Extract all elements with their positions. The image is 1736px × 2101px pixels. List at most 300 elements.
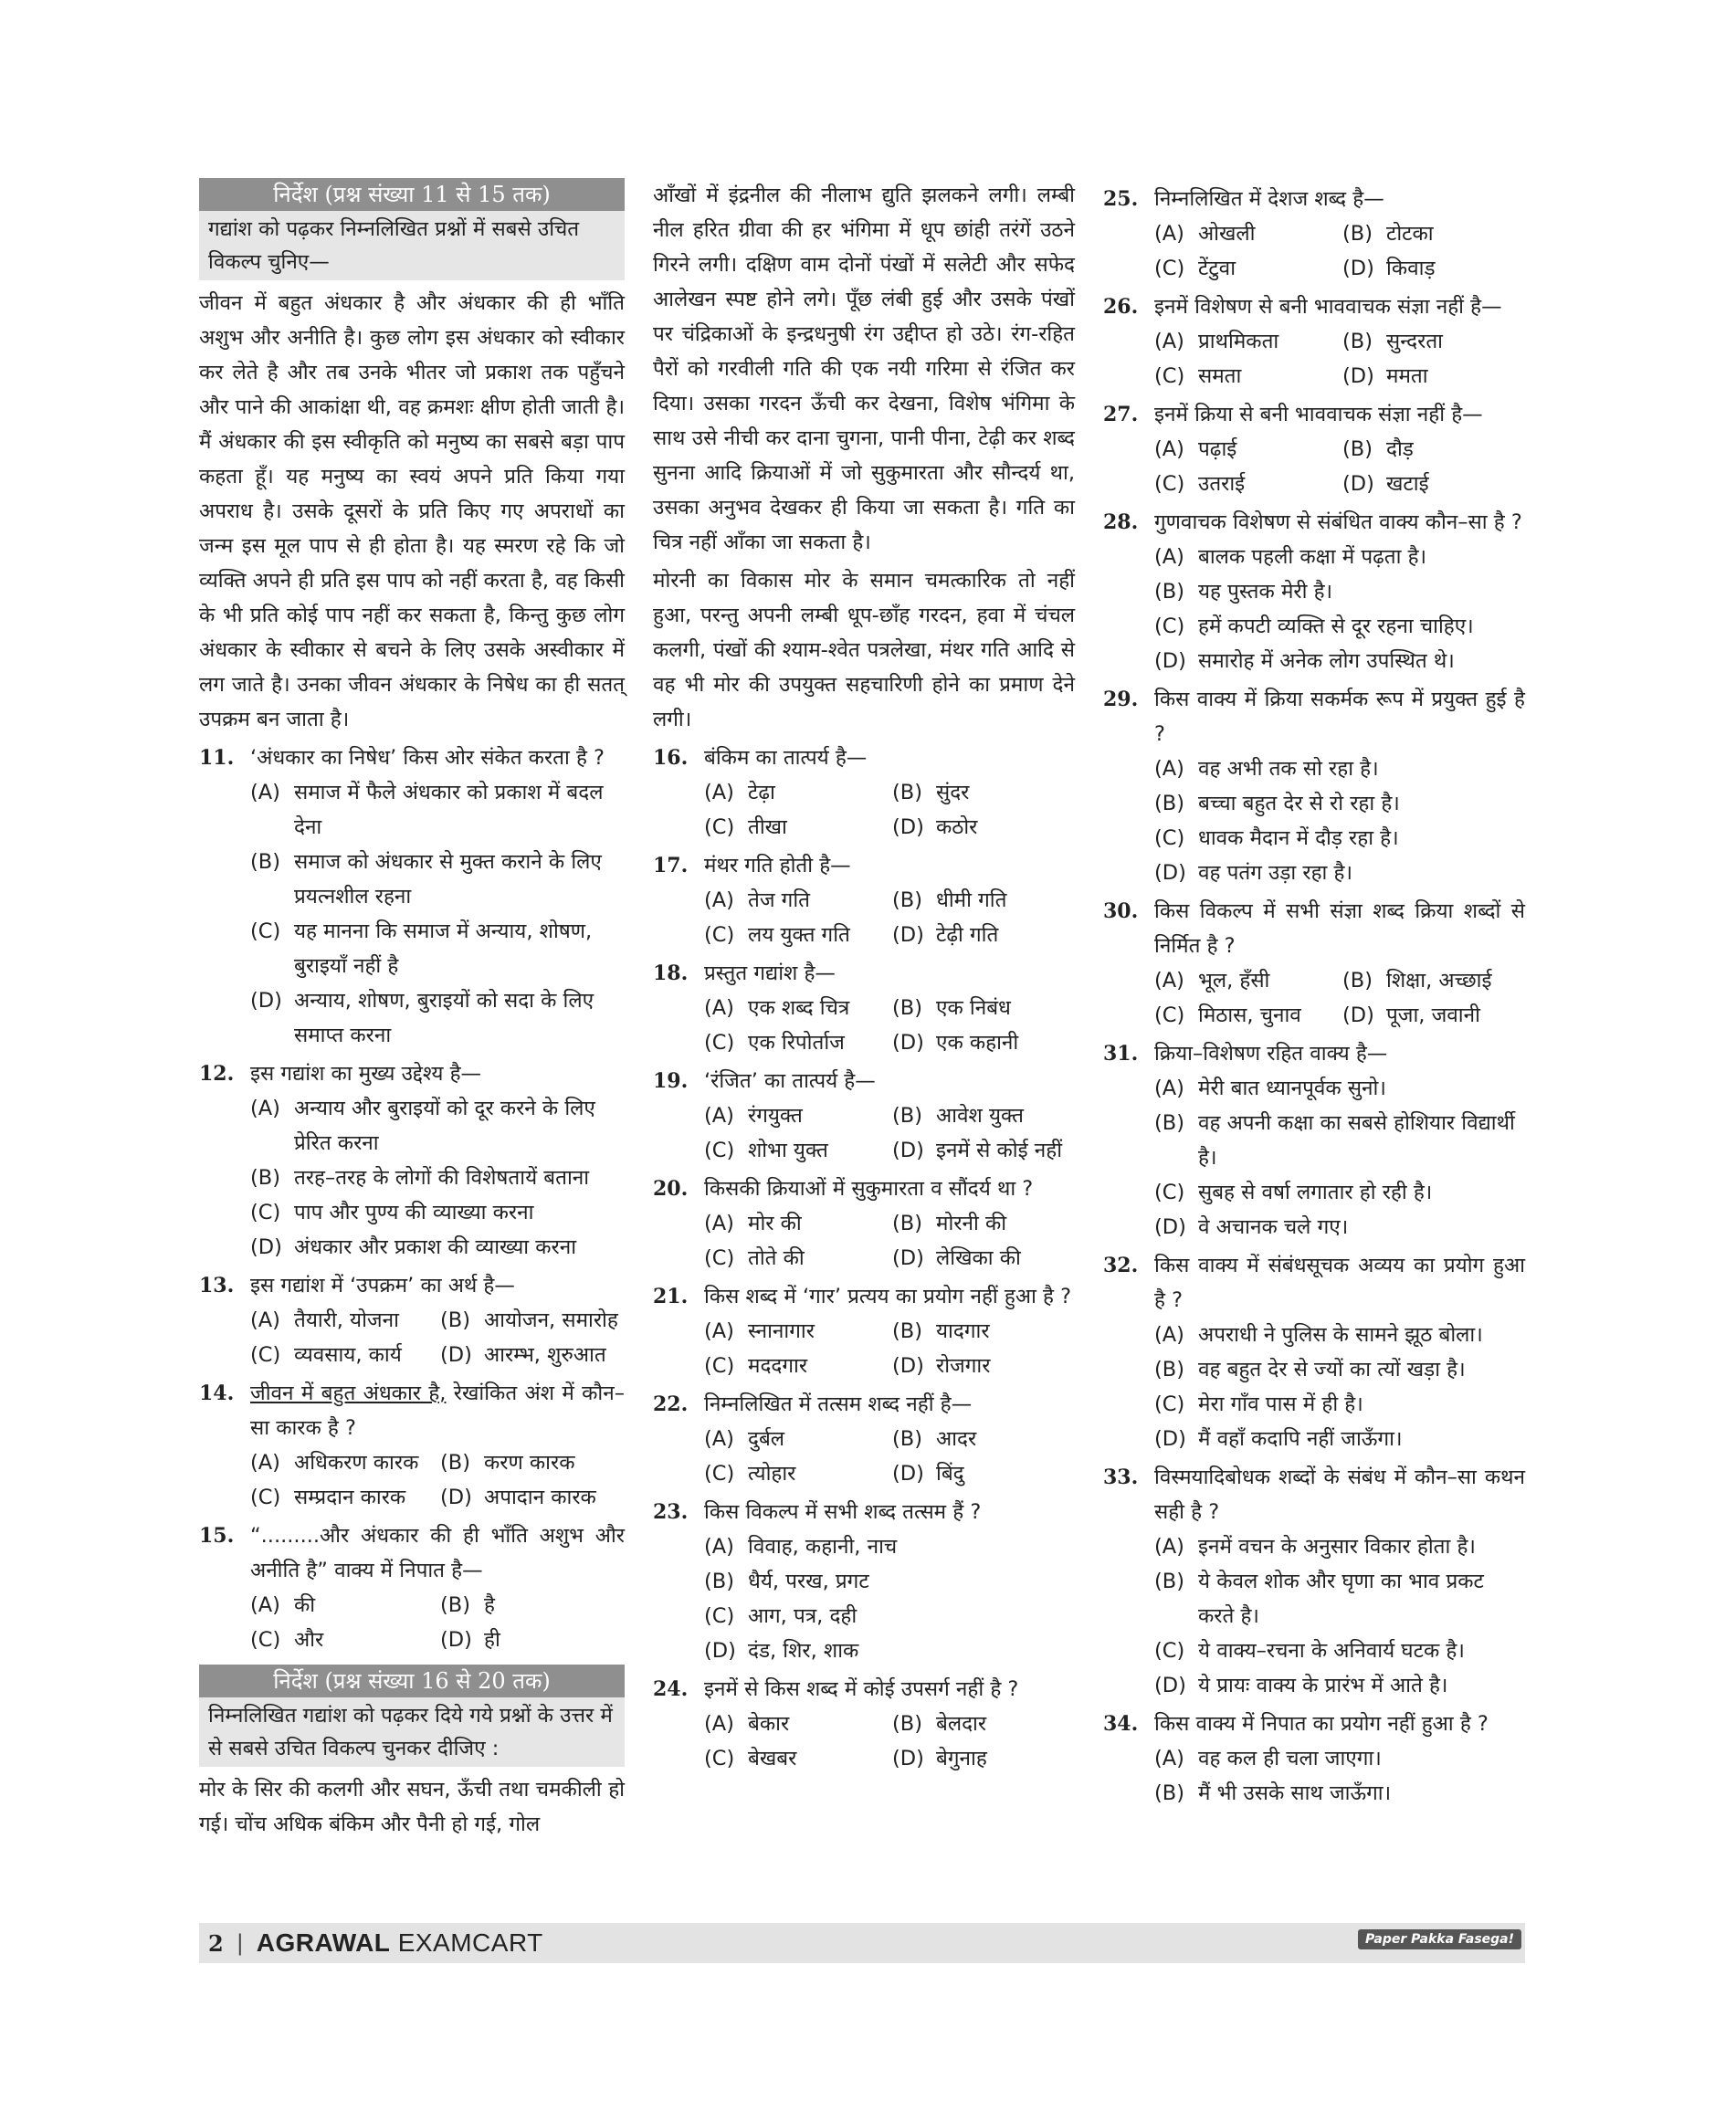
option-label: (D) bbox=[1154, 649, 1186, 673]
option-b bbox=[1154, 786, 1525, 821]
question-text: निम्नलिखित में तत्सम शब्द नहीं है— bbox=[704, 1392, 973, 1416]
question-number: 23. bbox=[653, 1500, 689, 1524]
option-b bbox=[892, 1422, 1075, 1456]
question-15 bbox=[199, 1518, 625, 1657]
option-text: धावक मैदान में दौड़ रहा है। bbox=[1198, 826, 1399, 850]
underlined-phrase: जीवन में बहुत अंधकार है, bbox=[250, 1381, 447, 1405]
option-label: (D) bbox=[440, 1628, 472, 1652]
option-text: सम्प्रदान कारक bbox=[294, 1486, 406, 1509]
option-text: मोर की bbox=[748, 1212, 802, 1235]
option-label: (D) bbox=[892, 1354, 924, 1378]
passage-1: जीवन में बहुत अंधकार है और अंधकार की ही भाँति अशुभ और अनीति है। कुछ लोग इस अंधकार को स्वीकार कर लेते है और तब उनके भीतर जो प्रकाश तक पहुँचने और पाने की आकांक्षा थी, वह क्रमशः क्षीण होती जाती है। मैं अंधकार की इस स्वीकृति को मनुष्य का सबसे बड़ा पाप कहता हूँ। यह मनुष्य का स्वयं अपने प्रति किया गया अपराध है। उसके दूसरों के प्रति किए गए अपराधों का जन्म इस मूल पाप से ही होता है। यह स्मरण रहे कि जो व्यक्ति अपने ही प्रति इस पाप को नहीं करता है, वह किसी के भी प्रति कोई पाप नहीं कर सकता है, किन्तु कुछ लोग अंधकार के स्वीकार से बचने के लिए उसके अस्वीकार में लग जाते है। उनका जीवन अंधकार के निषेध का ही सतत् उपक्रम बन जाता है। bbox=[199, 291, 625, 731]
option-text: ममता bbox=[1386, 364, 1428, 388]
question-text: किस शब्द में ‘गार’ प्रत्यय का प्रयोग नहीं हुआ है ? bbox=[704, 1285, 1072, 1308]
question-text: इस गद्यांश का मुख्य उद्देश्य है— bbox=[250, 1062, 482, 1086]
column-middle bbox=[653, 178, 1075, 1776]
option-label: (A) bbox=[704, 781, 734, 804]
option-text: आयोजन, समारोह bbox=[484, 1308, 618, 1332]
option-label: (C) bbox=[250, 1201, 281, 1224]
option-text: तेज गति bbox=[748, 888, 810, 912]
option-c bbox=[704, 1025, 887, 1060]
option-d bbox=[1342, 998, 1525, 1033]
option-text: है bbox=[484, 1593, 495, 1617]
option-a bbox=[704, 883, 887, 918]
question-number: 26. bbox=[1103, 295, 1139, 319]
option-label: (D) bbox=[440, 1486, 472, 1509]
option-text: करण कारक bbox=[484, 1451, 575, 1475]
question-number: 15. bbox=[199, 1524, 235, 1548]
question-13 bbox=[199, 1268, 625, 1372]
option-text: मेरी बात ध्यानपूर्वक सुनो। bbox=[1198, 1077, 1386, 1100]
brand-part-1: AGRAWAL bbox=[256, 1928, 391, 1957]
option-text: दुर्बल bbox=[748, 1427, 785, 1451]
option-d bbox=[892, 1241, 1075, 1276]
option-text: समाज में फैले अंधकार को प्रकाश में बदल देना bbox=[294, 781, 604, 839]
option-label: (C) bbox=[704, 1747, 735, 1770]
option-d bbox=[440, 1338, 625, 1372]
option-b bbox=[1154, 1352, 1525, 1387]
option-c bbox=[704, 810, 887, 845]
question-number: 29. bbox=[1103, 688, 1139, 711]
question-22 bbox=[653, 1387, 1075, 1491]
option-text: दंड, शिर, शाक bbox=[748, 1639, 859, 1663]
question-30 bbox=[1103, 894, 1525, 1033]
option-text: यह मानना कि समाज में अन्याय, शोषण, बुराइयाँ नहीं है bbox=[294, 919, 593, 978]
option-label: (B) bbox=[892, 781, 922, 804]
option-label: (B) bbox=[892, 1104, 922, 1128]
option-b bbox=[440, 1303, 625, 1338]
option-text: आग, पत्र, दही bbox=[748, 1604, 857, 1628]
option-label: (C) bbox=[250, 1628, 281, 1652]
footer-separator: | bbox=[236, 1930, 244, 1956]
option-d bbox=[1154, 856, 1525, 890]
option-c bbox=[1154, 1387, 1525, 1422]
option-b bbox=[1154, 1106, 1525, 1175]
question-26 bbox=[1103, 289, 1525, 394]
question-text: बंकिम का तात्पर्य है— bbox=[704, 746, 868, 770]
question-text: निम्नलिखित में देशज शब्द है— bbox=[1154, 187, 1384, 211]
option-b bbox=[704, 1564, 1075, 1599]
option-text: यह पुस्तक मेरी है। bbox=[1198, 580, 1333, 604]
option-a bbox=[704, 1529, 1075, 1564]
option-label: (B) bbox=[1154, 1358, 1184, 1381]
option-label: (A) bbox=[250, 1451, 280, 1475]
option-text: बेखबर bbox=[748, 1747, 797, 1770]
option-b bbox=[440, 1588, 625, 1623]
option-label: (A) bbox=[1154, 1747, 1184, 1770]
question-number: 24. bbox=[653, 1677, 689, 1701]
question-text: किसकी क्रियाओं में सुकुमारता व सौंदर्य था ? bbox=[704, 1177, 1034, 1201]
option-label: (A) bbox=[704, 1712, 734, 1736]
option-text: बेलदार bbox=[936, 1712, 987, 1736]
option-label: (A) bbox=[1154, 969, 1184, 993]
question-18 bbox=[653, 956, 1075, 1060]
passage-2-continued: आँखों में इंद्रनील की नीलाभ द्युति झलकने लगी। लम्बी नील हरित ग्रीवा की हर भंगिमा में धूप छांही तरंगें उठने गिरने लगी। दक्षिण वाम दोनों पंखों में सलेटी और सफेद आलेखन स्पष्ट होने लगे। पूँछ लंबी हुई और उसके पंखों पर चंद्रिकाओं के इन्द्रधनुषी रंग उद्दीप्त हो उठे। रंग-रहित पैरों को गरवीली गति की एक नयी गरिमा से रंजित कर दिया। उसका गरदन ऊँची कर देखना, विशेष भंगिमा के साथ उसे नीची कर दाना चुगना, पानी पीना, टेढ़ी कर शब्द सुनना आदि क्रियाओं में जो सुकुमारता और सौन्दर्य था, उसका अनुभव देखकर ही किया जा सकता है। गति का चित्र नहीं आँका जा सकता है। bbox=[653, 184, 1075, 554]
option-label: (D) bbox=[440, 1343, 472, 1367]
option-text: पढ़ाई bbox=[1198, 437, 1237, 461]
option-a bbox=[1154, 432, 1337, 467]
option-c bbox=[1154, 609, 1525, 644]
option-label: (D) bbox=[1154, 1674, 1186, 1697]
option-text: शिक्षा, अच्छाई bbox=[1386, 969, 1492, 993]
question-number: 27. bbox=[1103, 403, 1139, 426]
option-text: त्योहार bbox=[748, 1462, 796, 1486]
option-text: टोटका bbox=[1386, 222, 1434, 246]
option-label: (C) bbox=[1154, 1639, 1185, 1663]
option-label: (B) bbox=[440, 1308, 470, 1332]
question-21 bbox=[653, 1279, 1075, 1383]
option-label: (B) bbox=[1154, 1781, 1184, 1805]
option-c bbox=[1154, 251, 1337, 286]
option-c bbox=[250, 914, 625, 983]
option-d bbox=[892, 1456, 1075, 1491]
question-text: इनमें से किस शब्द में कोई उपसर्ग नहीं है ? bbox=[704, 1677, 1019, 1701]
option-label: (A) bbox=[704, 888, 734, 912]
passage-2-start: मोर के सिर की कलगी और सघन, ऊँची तथा चमकीली हो गई। चोंच अधिक बंकिम और पैनी हो गई, गोल bbox=[199, 1778, 625, 1836]
option-d bbox=[1154, 1668, 1525, 1703]
option-d bbox=[892, 810, 1075, 845]
option-text: समाज को अंधकार से मुक्त कराने के लिए प्रयत्नशील रहना bbox=[294, 850, 602, 909]
option-label: (D) bbox=[250, 989, 282, 1013]
option-d bbox=[440, 1623, 625, 1657]
option-b bbox=[1154, 1564, 1525, 1634]
option-label: (B) bbox=[440, 1451, 470, 1475]
option-text: समारोह में अनेक लोग उपस्थित थे। bbox=[1198, 649, 1455, 673]
option-label: (C) bbox=[1154, 1392, 1185, 1416]
option-text: खटाई bbox=[1386, 472, 1429, 496]
option-label: (D) bbox=[1342, 257, 1374, 280]
option-text: यादगार bbox=[936, 1319, 990, 1343]
option-b bbox=[1342, 963, 1525, 998]
option-label: (D) bbox=[892, 1246, 924, 1270]
option-text: एक कहानी bbox=[936, 1031, 1019, 1055]
option-c bbox=[704, 1741, 887, 1776]
question-number: 18. bbox=[653, 961, 689, 985]
option-a bbox=[1154, 963, 1337, 998]
question-number: 16. bbox=[653, 746, 689, 770]
option-text: ये वाक्य–रचना के अनिवार्य घटक है। bbox=[1198, 1639, 1465, 1663]
option-text: सुबह से वर्षा लगातार हो रही है। bbox=[1198, 1181, 1433, 1204]
option-a bbox=[704, 775, 887, 810]
option-label: (B) bbox=[1342, 969, 1373, 993]
direction-heading-11-15: निर्देश (प्रश्न संख्या 11 से 15 तक) bbox=[199, 178, 625, 211]
option-text: मददगार bbox=[748, 1354, 808, 1378]
question-27 bbox=[1103, 397, 1525, 501]
question-number: 21. bbox=[653, 1285, 689, 1308]
option-text: किवाड़ bbox=[1386, 257, 1436, 280]
option-label: (C) bbox=[250, 1486, 281, 1509]
option-b bbox=[1154, 1776, 1525, 1811]
option-text: भूल, हँसी bbox=[1198, 969, 1270, 993]
option-label: (C) bbox=[704, 815, 735, 839]
option-c bbox=[704, 1456, 887, 1491]
option-text: वह कल ही चला जाएगा। bbox=[1198, 1747, 1382, 1770]
option-text: की bbox=[294, 1593, 316, 1617]
page-number: 2 bbox=[208, 1929, 224, 1957]
option-text: ये केवल शोक और घृणा का भाव प्रकट करते है। bbox=[1198, 1570, 1484, 1628]
option-b bbox=[250, 1161, 625, 1195]
question-number: 19. bbox=[653, 1069, 689, 1093]
option-c bbox=[250, 1480, 435, 1515]
option-text: उतराई bbox=[1198, 472, 1246, 496]
option-text: एक शब्द चित्र bbox=[748, 996, 850, 1020]
question-text: ‘अंधकार का निषेध’ किस ओर संकेत करता है ? bbox=[250, 746, 605, 770]
option-label: (D) bbox=[704, 1639, 736, 1663]
option-label: (C) bbox=[704, 1604, 735, 1628]
option-text: मोरनी की bbox=[936, 1212, 1007, 1235]
option-label: (D) bbox=[250, 1235, 282, 1259]
option-c bbox=[1154, 998, 1337, 1033]
option-d bbox=[892, 918, 1075, 952]
option-text: विवाह, कहानी, नाच bbox=[748, 1535, 898, 1559]
direction-text-11-15: गद्यांश को पढ़कर निम्नलिखित प्रश्नों में सबसे उचित विकल्प चुनिए— bbox=[199, 211, 625, 280]
question-number: 14. bbox=[199, 1381, 235, 1405]
option-label: (A) bbox=[1154, 545, 1184, 569]
question-28 bbox=[1103, 505, 1525, 678]
option-label: (C) bbox=[704, 1462, 735, 1486]
option-b bbox=[250, 845, 625, 914]
option-text: सुंदर bbox=[936, 781, 970, 804]
option-text: इनमें से कोई नहीं bbox=[936, 1139, 1063, 1162]
option-label: (B) bbox=[1342, 222, 1373, 246]
option-label: (D) bbox=[892, 1139, 924, 1162]
option-label: (A) bbox=[1154, 222, 1184, 246]
question-text: गुणवाचक विशेषण से संबंधित वाक्य कौन–सा है ? bbox=[1154, 510, 1522, 534]
option-text: मेरा गाँव पास में ही है। bbox=[1198, 1392, 1363, 1416]
option-a bbox=[704, 1098, 887, 1133]
option-c bbox=[1154, 1634, 1525, 1668]
option-c bbox=[1154, 359, 1337, 394]
option-label: (D) bbox=[892, 1462, 924, 1486]
option-text: आरम्भ, शुरुआत bbox=[484, 1343, 606, 1367]
option-label: (C) bbox=[704, 1139, 735, 1162]
option-label: (B) bbox=[704, 1570, 734, 1593]
question-20 bbox=[653, 1171, 1075, 1276]
option-a bbox=[1154, 324, 1337, 359]
option-b bbox=[892, 1098, 1075, 1133]
option-b bbox=[440, 1445, 625, 1480]
option-text: टेंटुवा bbox=[1198, 257, 1236, 280]
option-text: ओखली bbox=[1198, 222, 1256, 246]
option-b bbox=[1342, 216, 1525, 251]
option-label: (B) bbox=[250, 1166, 280, 1190]
option-text: बेकार bbox=[748, 1712, 790, 1736]
option-b bbox=[1154, 574, 1525, 609]
option-d bbox=[1154, 1422, 1525, 1456]
option-text: ही bbox=[484, 1628, 500, 1652]
option-a bbox=[1154, 1318, 1525, 1352]
question-14 bbox=[199, 1376, 625, 1515]
option-c bbox=[704, 1241, 887, 1276]
option-text: मैं वहाँ कदापि नहीं जाऊँगा। bbox=[1198, 1427, 1403, 1451]
option-d bbox=[1154, 644, 1525, 678]
option-a bbox=[250, 1445, 435, 1480]
option-label: (A) bbox=[1154, 757, 1184, 781]
question-text-rest: रेखांकित अंश में कौन–सा कारक है ? bbox=[250, 1381, 625, 1440]
option-label: (B) bbox=[250, 850, 280, 874]
option-d bbox=[892, 1025, 1075, 1060]
option-label: (A) bbox=[704, 1212, 734, 1235]
question-number: 22. bbox=[653, 1392, 689, 1416]
option-b bbox=[892, 1314, 1075, 1349]
option-text: और bbox=[294, 1628, 324, 1652]
option-label: (B) bbox=[1154, 1570, 1184, 1593]
question-number: 28. bbox=[1103, 510, 1139, 534]
direction-text-16-20: निम्नलिखित गद्यांश को पढ़कर दिये गये प्रश्नों के उत्तर में से सबसे उचित विकल्प चुनकर दीजिए : bbox=[199, 1697, 625, 1767]
option-label: (D) bbox=[1342, 1003, 1374, 1027]
option-text: अन्याय, शोषण, बुराइयों को सदा के लिए समाप्त करना bbox=[294, 989, 594, 1047]
question-text: किस वाक्य में संबंधसूचक अव्यय का प्रयोग हुआ है ? bbox=[1154, 1254, 1525, 1312]
option-text: कठोर bbox=[936, 815, 978, 839]
option-label: (C) bbox=[250, 919, 281, 943]
option-label: (C) bbox=[704, 1354, 735, 1378]
option-a bbox=[704, 1314, 887, 1349]
option-text: वह अभी तक सो रहा है। bbox=[1198, 757, 1379, 781]
question-number: 20. bbox=[653, 1177, 689, 1201]
question-number: 33. bbox=[1103, 1465, 1139, 1489]
option-b bbox=[1342, 432, 1525, 467]
option-c bbox=[1154, 467, 1337, 501]
option-label: (C) bbox=[704, 1031, 735, 1055]
option-label: (D) bbox=[1154, 861, 1186, 885]
question-number: 34. bbox=[1103, 1712, 1139, 1736]
option-label: (A) bbox=[250, 1308, 280, 1332]
option-text: हमें कपटी व्यक्ति से दूर रहना चाहिए। bbox=[1198, 615, 1474, 638]
option-text: लेखिका की bbox=[936, 1246, 1021, 1270]
option-label: (B) bbox=[892, 1319, 922, 1343]
option-b bbox=[892, 883, 1075, 918]
option-d bbox=[1342, 467, 1525, 501]
question-number: 13. bbox=[199, 1274, 235, 1297]
option-text: धैर्य, परख, प्रगट bbox=[748, 1570, 869, 1593]
question-text: किस विकल्प में सभी संज्ञा शब्द क्रिया शब्दों से निर्मित है ? bbox=[1154, 899, 1525, 958]
option-label: (C) bbox=[1154, 1003, 1185, 1027]
option-label: (A) bbox=[1154, 330, 1184, 353]
direction-heading-16-20: निर्देश (प्रश्न संख्या 16 से 20 तक) bbox=[199, 1665, 625, 1697]
option-d bbox=[704, 1634, 1075, 1668]
option-text: वह बहुत देर से ज्यों का त्यों खड़ा है। bbox=[1198, 1358, 1466, 1381]
option-text: शोभा युक्त bbox=[748, 1139, 828, 1162]
option-label: (B) bbox=[440, 1593, 470, 1617]
option-label: (B) bbox=[892, 1427, 922, 1451]
question-number: 11. bbox=[199, 746, 235, 770]
question-23 bbox=[653, 1495, 1075, 1668]
question-29 bbox=[1103, 682, 1525, 890]
option-label: (A) bbox=[704, 1319, 734, 1343]
option-label: (A) bbox=[250, 781, 280, 804]
option-text: आवेश युक्त bbox=[936, 1104, 1024, 1128]
option-a bbox=[704, 1206, 887, 1241]
column-left bbox=[199, 178, 625, 1845]
option-label: (A) bbox=[704, 996, 734, 1020]
option-text: बेगुनाह bbox=[936, 1747, 987, 1770]
option-text: वह अपनी कक्षा का सबसे होशियार विद्यार्थी है। bbox=[1198, 1111, 1515, 1170]
option-c bbox=[250, 1195, 625, 1230]
question-text: मंथर गति होती है— bbox=[704, 854, 851, 877]
option-label: (D) bbox=[892, 1747, 924, 1770]
question-text: ‘रंजित’ का तात्पर्य है— bbox=[704, 1069, 876, 1093]
question-number: 25. bbox=[1103, 187, 1139, 211]
option-label: (C) bbox=[250, 1343, 281, 1367]
option-label: (C) bbox=[704, 923, 735, 947]
option-label: (A) bbox=[250, 1593, 280, 1617]
option-label: (D) bbox=[1154, 1215, 1186, 1239]
option-a bbox=[1154, 1529, 1525, 1564]
option-label: (A) bbox=[1154, 1535, 1184, 1559]
passage-2-paragraph-2: मोरनी का विकास मोर के समान चमत्कारिक तो नहीं हुआ, परन्तु अपनी लम्बी धूप-छाँह गरदन, हवा में चंचल कलगी, पंखों की श्याम-श्वेत पत्रलेखा, मंथर गति आदि से वह भी मोर की उपयुक्त सहचारिणी होने का प्रमाण देने लगी। bbox=[653, 569, 1075, 731]
option-text: तैयारी, योजना bbox=[294, 1308, 399, 1332]
question-text bbox=[250, 1376, 625, 1445]
option-label: (C) bbox=[1154, 364, 1185, 388]
option-text: बच्चा बहुत देर से रो रहा है। bbox=[1198, 792, 1400, 815]
option-label: (D) bbox=[892, 923, 924, 947]
page-footer bbox=[199, 1923, 1525, 1963]
option-b bbox=[892, 1707, 1075, 1741]
option-c bbox=[1154, 821, 1525, 856]
option-label: (D) bbox=[1342, 364, 1374, 388]
question-text: क्रिया–विशेषण रहित वाक्य है— bbox=[1154, 1042, 1388, 1066]
option-text: पूजा, जवानी bbox=[1386, 1003, 1480, 1027]
option-text: अंधकार और प्रकाश की व्याख्या करना bbox=[294, 1235, 577, 1259]
question-17 bbox=[653, 848, 1075, 952]
question-number: 31. bbox=[1103, 1042, 1139, 1066]
option-text: एक रिपोर्ताज bbox=[748, 1031, 845, 1055]
question-text: किस वाक्य में क्रिया सकर्मक रूप में प्रयुक्त हुई है ? bbox=[1154, 688, 1525, 746]
option-text: अपराधी ने पुलिस के सामने झूठ बोला। bbox=[1198, 1323, 1483, 1347]
option-label: (B) bbox=[1154, 580, 1184, 604]
option-b bbox=[892, 775, 1075, 810]
option-label: (D) bbox=[892, 815, 924, 839]
option-text: अन्याय और बुराइयों को दूर करने के लिए प्रेरित करना bbox=[294, 1097, 595, 1155]
option-d bbox=[892, 1349, 1075, 1383]
question-31 bbox=[1103, 1036, 1525, 1245]
option-text: तरह–तरह के लोगों की विशेषतायें बताना bbox=[294, 1166, 590, 1190]
option-label: (A) bbox=[1154, 1077, 1184, 1100]
option-text: तोते की bbox=[748, 1246, 805, 1270]
option-label: (D) bbox=[1342, 472, 1374, 496]
option-text: रोजगार bbox=[936, 1354, 991, 1378]
option-text: इनमें वचन के अनुसार विकार होता है। bbox=[1198, 1535, 1476, 1559]
option-label: (C) bbox=[1154, 826, 1185, 850]
question-34 bbox=[1103, 1707, 1525, 1811]
option-text: धीमी गति bbox=[936, 888, 1007, 912]
option-b bbox=[892, 991, 1075, 1025]
brand-logo bbox=[257, 1928, 543, 1958]
question-text: किस वाक्य में निपात का प्रयोग नहीं हुआ है ? bbox=[1154, 1712, 1489, 1736]
brand-part-3: CART bbox=[472, 1928, 543, 1957]
option-label: (A) bbox=[704, 1535, 734, 1559]
question-33 bbox=[1103, 1460, 1525, 1703]
option-text: रंगयुक्त bbox=[748, 1104, 803, 1128]
option-c bbox=[704, 1599, 1075, 1634]
tagline-badge: Paper Pakka Fasega! bbox=[1358, 1929, 1521, 1949]
option-c bbox=[704, 1133, 887, 1168]
option-text: पाप और पुण्य की व्याख्या करना bbox=[294, 1201, 534, 1224]
option-text: अधिकरण कारक bbox=[294, 1451, 419, 1475]
option-label: (C) bbox=[1154, 257, 1185, 280]
option-a bbox=[1154, 540, 1525, 574]
option-text: सुन्दरता bbox=[1386, 330, 1443, 353]
option-d bbox=[1342, 251, 1525, 286]
option-label: (B) bbox=[1342, 330, 1373, 353]
question-19 bbox=[653, 1064, 1075, 1168]
option-d bbox=[250, 983, 625, 1053]
question-number: 12. bbox=[199, 1062, 235, 1086]
question-11 bbox=[199, 741, 625, 1053]
option-text: मैं भी उसके साथ जाऊँगा। bbox=[1198, 1781, 1392, 1805]
option-text: ये प्रायः वाक्य के प्रारंभ में आते है। bbox=[1198, 1674, 1448, 1697]
question-number: 30. bbox=[1103, 899, 1139, 923]
